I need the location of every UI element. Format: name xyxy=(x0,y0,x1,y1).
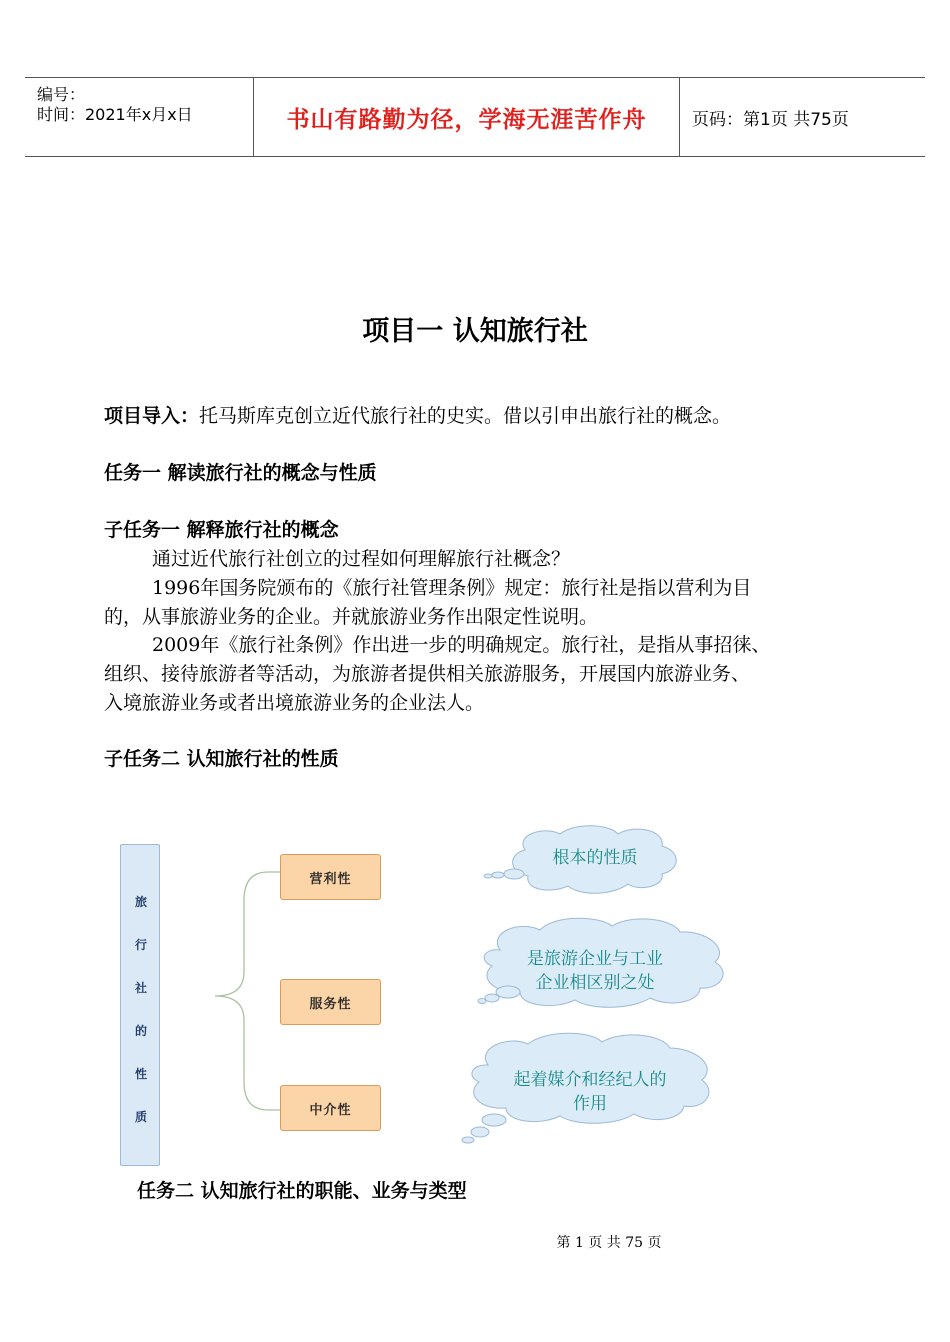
cloud-text xyxy=(500,947,690,995)
time-label: 时间：2021年x月x日 xyxy=(37,105,193,124)
cloud-line: 起着媒介和经纪人的 xyxy=(513,1070,667,1090)
nature-diagram xyxy=(0,820,950,1180)
cloud-line: 是旅游企业与工业 xyxy=(527,949,663,969)
header-meta xyxy=(25,78,253,156)
body-paragraph: 通过近代旅行社创立的过程如何理解旅行社概念？ xyxy=(152,548,571,570)
task1-heading: 任务一 解读旅行社的概念与性质 xyxy=(104,462,377,484)
page-footer xyxy=(0,1232,950,1252)
root-char: 行 xyxy=(134,938,147,952)
brace-connector xyxy=(215,872,280,1110)
body-paragraph: 组织、接待旅游者等活动，为旅游者提供相关旅游服务，开展国内旅游业务、 xyxy=(104,663,751,685)
page-title: 项目一 认知旅行社 xyxy=(362,316,588,347)
cloud-text xyxy=(490,1068,690,1116)
root-char: 质 xyxy=(134,1110,147,1124)
task2-heading: 任务二 认知旅行社的职能、业务与类型 xyxy=(137,1180,467,1202)
body-paragraph: 1996年国务院颁布的《旅行社管理条例》规定：旅行社是指以营利为目 xyxy=(152,577,752,599)
header-motto: 书山有路勤为径，学海无涯苦作舟 xyxy=(286,106,647,133)
intro-paragraph xyxy=(104,402,731,431)
root-char: 旅 xyxy=(134,895,147,909)
intro-text: 托马斯库克创立近代旅行社的史实。借以引申出旅行社的概念。 xyxy=(199,405,732,427)
root-char: 性 xyxy=(134,1067,147,1081)
cloud-line: 根本的性质 xyxy=(552,848,638,868)
subtask2-heading: 子任务二 认知旅行社的性质 xyxy=(104,748,339,770)
root-char: 的 xyxy=(134,1024,147,1038)
body-paragraph: 的，从事旅游业务的企业。并就旅游业务作出限定性说明。 xyxy=(104,606,599,628)
header-page-info: 页码：第1页 共75页 xyxy=(692,109,849,130)
node-service: 服务性 xyxy=(280,979,381,1025)
page-header xyxy=(25,77,925,157)
subtask1-heading: 子任务一 解释旅行社的概念 xyxy=(104,519,339,541)
intro-label: 项目导入： xyxy=(104,405,200,427)
cloud-text xyxy=(520,846,670,870)
root-char: 社 xyxy=(134,981,147,995)
node-profit: 营利性 xyxy=(280,854,381,900)
header-divider xyxy=(679,78,680,156)
body-paragraph: 入境旅游业务或者出境旅游业务的企业法人。 xyxy=(104,692,485,714)
diagram-root-box xyxy=(120,844,160,1166)
footer-page-number: 第 1 页 共 75 页 xyxy=(556,1235,662,1251)
cloud-line: 企业相区别之处 xyxy=(535,973,655,993)
cloud-line: 作用 xyxy=(573,1094,607,1114)
body-paragraph: 2009年《旅行社条例》作出进一步的明确规定。旅行社，是指从事招徕、 xyxy=(152,634,771,656)
node-intermediary: 中介性 xyxy=(280,1085,381,1131)
serial-label: 编号： xyxy=(37,85,86,104)
